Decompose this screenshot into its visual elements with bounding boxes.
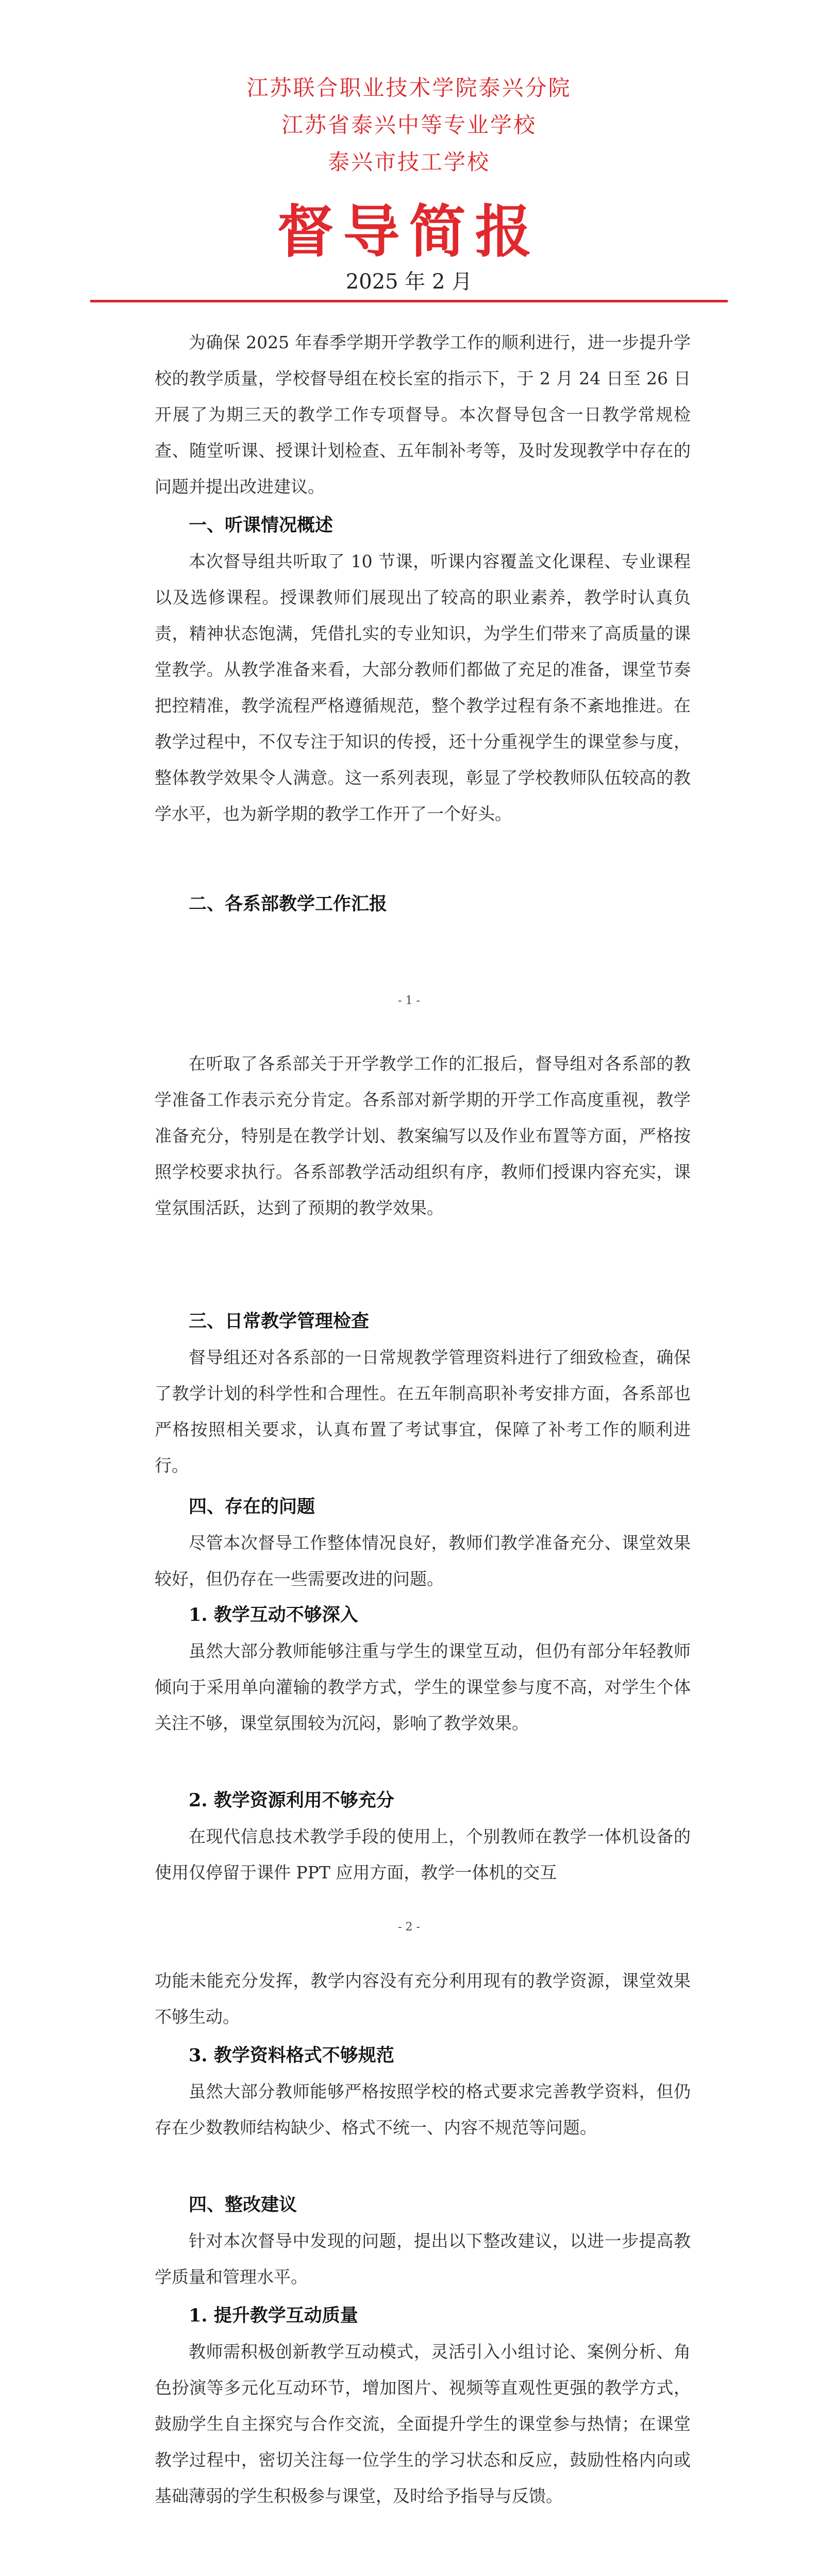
- section-heading: 二、各系部教学工作汇报: [189, 893, 388, 914]
- section-heading: 四、整改建议: [189, 2194, 297, 2215]
- report-title: 督导简报: [277, 198, 541, 265]
- page-number: - 1 -: [398, 994, 420, 1007]
- subsection-heading: 2. 教学资源利用不够充分: [189, 1790, 394, 1811]
- section-body: 针对本次督导中发现的问题，提出以下整改建议，以进一步提高教学质量和管理水平。: [155, 2231, 691, 2287]
- school-name-line-2: 江苏省泰兴中等专业学校: [281, 112, 537, 138]
- section-body: 本次督导组共听取了 10 节课，听课内容覆盖文化课程、专业课程以及选修课程。授课教师们展现出了较高的职业素养，教学时认真负责，精神状态饱满，凭借扎实的专业知识，为学生们带来了高质量的课堂教学。从教学准备来看，大部分教师们都做了充足的准备，课堂节奏把控精准，教学流程严格遵循规范，整个教学过程有条不紊地推进。在教学过程中，不仅专注于知识的传授，还十分重视学生的课堂参与度，整体教学效果令人满意。这一系列表现，彰显了学校教师队伍较高的教学水平，也为新学期的教学工作开了一个好头。: [155, 551, 691, 824]
- subsection-heading: 3. 教学资料格式不够规范: [189, 2045, 394, 2066]
- section-body: 尽管本次督导工作整体情况良好，教师们教学准备充分、课堂效果较好，但仍存在一些需要改进的问题。: [155, 1533, 691, 1589]
- subsection-body: 教师需积极创新教学互动模式，灵活引入小组讨论、案例分析、角色扮演等多元化互动环节，增加图片、视频等直观性更强的教学方式，鼓励学生自主探究与合作交流，全面提升学生的课堂参与热情；在课堂教学过程中，密切关注每一位学生的学习状态和反应，鼓励性格内向或基础薄弱的学生积极参与课堂，及时给予指导与反馈。: [155, 2342, 691, 2506]
- section-heading: 四、存在的问题: [189, 1496, 315, 1517]
- page-number: - 2 -: [398, 1921, 420, 1934]
- section-heading: 三、日常教学管理检查: [189, 1311, 370, 1332]
- section-heading: 一、听课情况概述: [189, 515, 333, 536]
- subsection-body: 虽然大部分教师能够严格按照学校的格式要求完善教学资料，但仍存在少数教师结构缺少、格式不统一、内容不规范等问题。: [155, 2081, 691, 2138]
- report-date: 2025 年 2 月: [345, 270, 473, 294]
- intro-paragraph: 为确保 2025 年春季学期开学教学工作的顺利进行，进一步提升学校的教学质量，学校督导组在校长室的指示下，于 2 月 24 日至 26 日开展了为期三天的教学工作专项督导。本次督导包含一日教学常规检查、随堂听课、授课计划检查、五年制补考等，及时发现教学中存在的问题并提出改进建议。: [155, 332, 691, 497]
- header-divider: [90, 300, 728, 302]
- subsection-body: 虽然大部分教师能够注重与学生的课堂互动，但仍有部分年轻教师倾向于采用单向灌输的教学方式，学生的课堂参与度不高，对学生个体关注不够，课堂氛围较为沉闷，影响了教学效果。: [155, 1641, 691, 1733]
- school-name-line-1: 江苏联合职业技术学院泰兴分院: [246, 75, 572, 100]
- subsection-body: 在现代信息技术教学手段的使用上，个别教师在教学一体机设备的使用仅停留于课件 PPT 应用方面，教学一体机的交互: [155, 1826, 691, 1883]
- subsection-heading: 1. 提升教学互动质量: [189, 2305, 358, 2326]
- section-body: 督导组还对各系部的一日常规教学管理资料进行了细致检查，确保了教学计划的科学性和合理性。在五年制高职补考安排方面，各系部也严格按照相关要求，认真布置了考试事宜，保障了补考工作的顺利进行。: [155, 1347, 691, 1476]
- subsection-heading: 1. 教学互动不够深入: [189, 1604, 358, 1625]
- school-name-line-3: 泰兴市技工学校: [327, 149, 490, 175]
- subsection-body-continued: 功能未能充分发挥，教学内容没有充分利用现有的教学资源，课堂效果不够生动。: [155, 1971, 691, 2027]
- section-body: 在听取了各系部关于开学教学工作的汇报后，督导组对各系部的教学准备工作表示充分肯定。各系部对新学期的开学工作高度重视，教学准备充分，特别是在教学计划、教案编写以及作业布置等方面，严格按照学校要求执行。各系部教学活动组织有序，教师们授课内容充实，课堂氛围活跃，达到了预期的教学效果。: [155, 1054, 691, 1218]
